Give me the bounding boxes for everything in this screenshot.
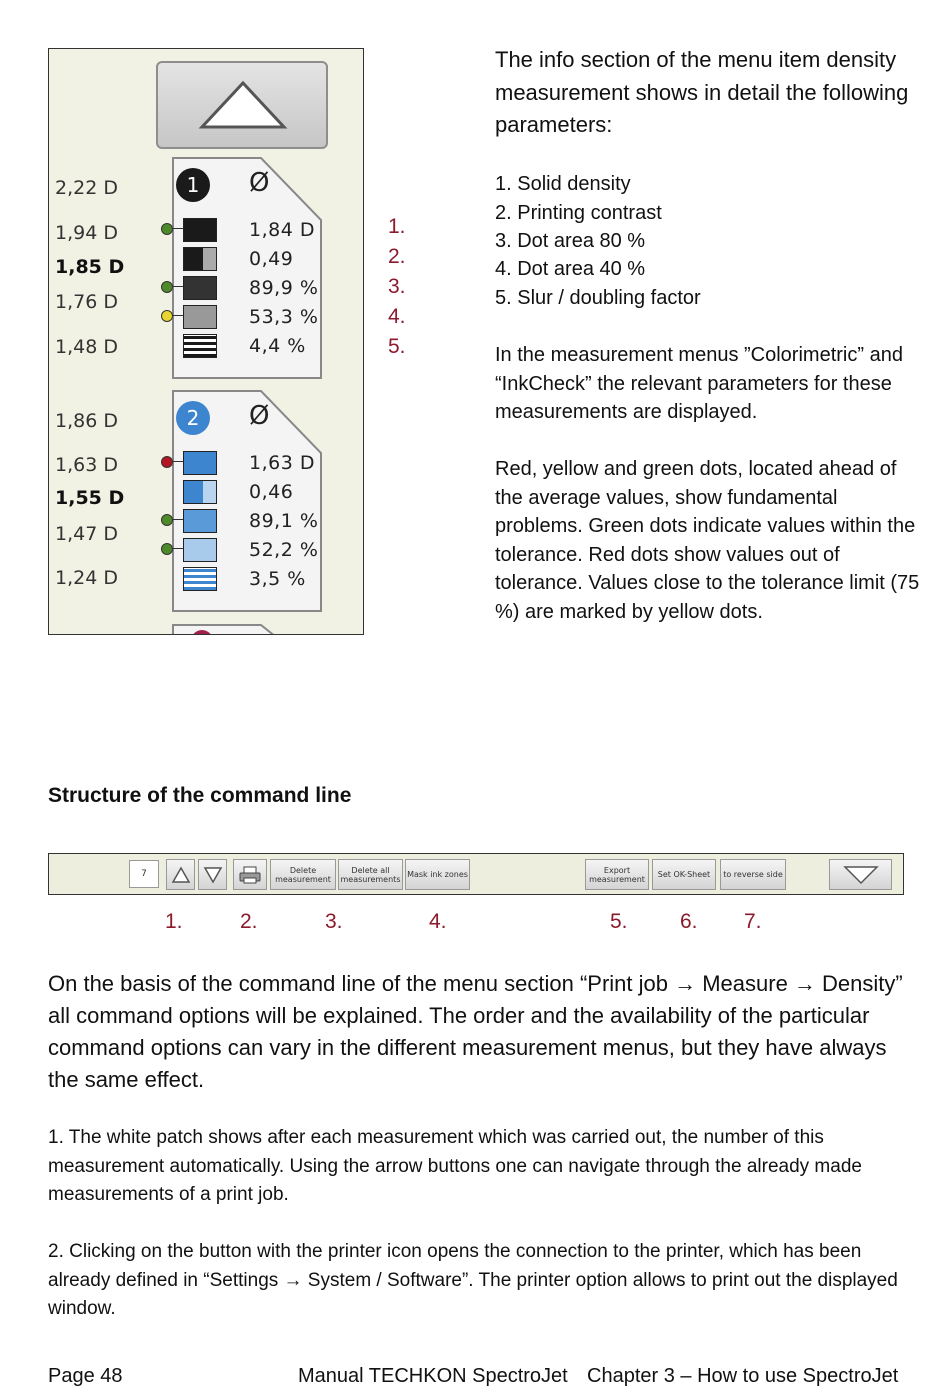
set-ok-sheet-button[interactable]: Set OK-Sheet xyxy=(652,859,716,890)
measurement-card-3-partial xyxy=(167,621,327,635)
command-number: 7. xyxy=(744,910,762,933)
dot-80-swatch xyxy=(183,509,217,533)
triangle-up-icon xyxy=(171,866,191,884)
delete-all-measurements-button[interactable]: Delete all measurements xyxy=(338,859,403,890)
status-dot-red xyxy=(161,456,173,468)
command-number: 3. xyxy=(325,910,343,933)
dot-area-80-row xyxy=(167,275,327,301)
dot-area-40-row xyxy=(167,304,327,330)
density-scale-value: 1,94 D xyxy=(55,222,118,244)
dot-area-80-value: 89,1 % xyxy=(249,510,319,532)
print-contrast-value: 0,49 xyxy=(249,248,294,270)
density-scale-value: 1,86 D xyxy=(55,410,118,432)
solid-density-row xyxy=(167,450,327,476)
printer-icon xyxy=(238,865,262,885)
measurement-number-patch: 7 xyxy=(129,860,159,888)
contrast-swatch xyxy=(183,480,217,504)
density-scale-target: 1,55 D xyxy=(55,487,125,509)
dot-area-80-value: 89,9 % xyxy=(249,277,319,299)
slur-value: 3,5 % xyxy=(249,568,306,590)
density-scale-value: 1,63 D xyxy=(55,454,118,476)
param-item: 2. Printing contrast xyxy=(495,202,662,224)
slur-row xyxy=(167,566,327,592)
param-item: 5. Slur / doubling factor xyxy=(495,287,701,309)
chapter-title: Chapter 3 – How to use SpectroJet xyxy=(587,1365,899,1387)
scroll-down-button[interactable] xyxy=(829,859,892,890)
dot-40-swatch xyxy=(183,538,217,562)
param-item: 3. Dot area 80 % xyxy=(495,230,646,252)
callout-number: 3. xyxy=(388,275,406,298)
command-number: 6. xyxy=(680,910,698,933)
triangle-down-icon xyxy=(843,865,879,885)
density-scale-value: 1,48 D xyxy=(55,336,118,358)
menus-paragraph: In the measurement menus ”Colorimetric” and “InkCheck” the relevant parameters for these measurements are displayed. xyxy=(495,344,903,423)
export-measurement-button[interactable]: Export measurement xyxy=(585,859,649,890)
print-contrast-value: 0,46 xyxy=(249,481,294,503)
print-button[interactable] xyxy=(233,859,267,890)
density-scale-value: 1,24 D xyxy=(55,567,118,589)
solid-density-value: 1,84 D xyxy=(249,219,315,241)
command-explanation: 1. The white patch shows after each measurement which was carried out, the number of this measurement automatically. Using the arrow buttons one can navigate through the already made measurements of a print job. xyxy=(48,1127,862,1205)
dot-area-40-value: 52,2 % xyxy=(249,539,319,561)
command-explanation: 2. Clicking on the button with the printer icon opens the connection to the printer, which has been already defined in “Settings → System / Software”. The printer option allows to print out the displayed window. xyxy=(48,1241,898,1319)
dots-paragraph: Red, yellow and green dots, located ahead of the average values, show fundamental problems. Green dots indicate values within the tolerance. Red dots show values out of tolerance. Values close to the tolerance limit (75 %) are marked by yellow dots. xyxy=(495,458,920,623)
dot-80-swatch xyxy=(183,276,217,300)
triangle-down-icon xyxy=(203,866,223,884)
dot-area-80-row xyxy=(167,508,327,534)
page-number: Page 48 xyxy=(48,1365,123,1387)
triangle-up-icon xyxy=(198,79,288,131)
command-number: 4. xyxy=(429,910,447,933)
density-scale-value: 2,22 D xyxy=(55,177,118,199)
to-reverse-side-button[interactable]: to reverse side xyxy=(720,859,786,890)
prev-measurement-button[interactable] xyxy=(166,859,195,890)
solid-swatch xyxy=(183,451,217,475)
command-number: 1. xyxy=(165,910,183,933)
solid-density-row xyxy=(167,217,327,243)
section-heading: Structure of the command line xyxy=(48,784,352,807)
status-dot-green xyxy=(161,514,173,526)
density-info-screenshot xyxy=(48,48,364,635)
density-scale-value: 1,47 D xyxy=(55,523,118,545)
command-line-bar xyxy=(48,853,904,895)
delete-measurement-button[interactable]: Delete measurement xyxy=(270,859,336,890)
callout-number: 2. xyxy=(388,245,406,268)
param-item: 1. Solid density xyxy=(495,173,631,195)
mask-ink-zones-button[interactable]: Mask ink zones xyxy=(405,859,470,890)
dot-40-swatch xyxy=(183,305,217,329)
density-scale-value: 1,76 D xyxy=(55,291,118,313)
manual-title: Manual TECHKON SpectroJet xyxy=(298,1365,568,1387)
solid-swatch xyxy=(183,218,217,242)
dot-area-40-value: 53,3 % xyxy=(249,306,319,328)
slur-value: 4,4 % xyxy=(249,335,306,357)
card-number-badge: 2 xyxy=(176,401,210,435)
status-dot-yellow xyxy=(161,310,173,322)
status-dot-green xyxy=(161,223,173,235)
callout-number: 4. xyxy=(388,305,406,328)
measurement-card-1[interactable] xyxy=(167,154,323,384)
solid-density-value: 1,63 D xyxy=(249,452,315,474)
contrast-swatch xyxy=(183,247,217,271)
average-symbol: Ø xyxy=(249,168,270,198)
print-contrast-row xyxy=(167,479,327,505)
slur-row xyxy=(167,333,327,359)
density-scale-target: 1,85 D xyxy=(55,256,125,278)
param-item: 4. Dot area 40 % xyxy=(495,258,646,280)
status-dot-green xyxy=(161,543,173,555)
status-dot-green xyxy=(161,281,173,293)
card-number-badge: 1 xyxy=(176,168,210,202)
dot-area-40-row xyxy=(167,537,327,563)
slur-swatch xyxy=(183,567,217,591)
print-contrast-row xyxy=(167,246,327,272)
command-number: 2. xyxy=(240,910,258,933)
intro-paragraph: The info section of the menu item density measurement shows in detail the following parameters: xyxy=(495,47,909,137)
callout-number: 5. xyxy=(388,335,406,358)
command-number: 5. xyxy=(610,910,628,933)
callout-number: 1. xyxy=(388,215,406,238)
measurement-card-2[interactable] xyxy=(167,387,323,617)
next-measurement-button[interactable] xyxy=(198,859,227,890)
slur-swatch xyxy=(183,334,217,358)
average-symbol: Ø xyxy=(249,401,270,431)
scroll-up-button[interactable] xyxy=(156,61,328,149)
command-line-intro: On the basis of the command line of the menu section “Print job → Measure → Density” all command options will be explained. The order and the availability of the particular command options can vary in the different measurement menus, but they have always the same effect. xyxy=(48,971,903,1092)
